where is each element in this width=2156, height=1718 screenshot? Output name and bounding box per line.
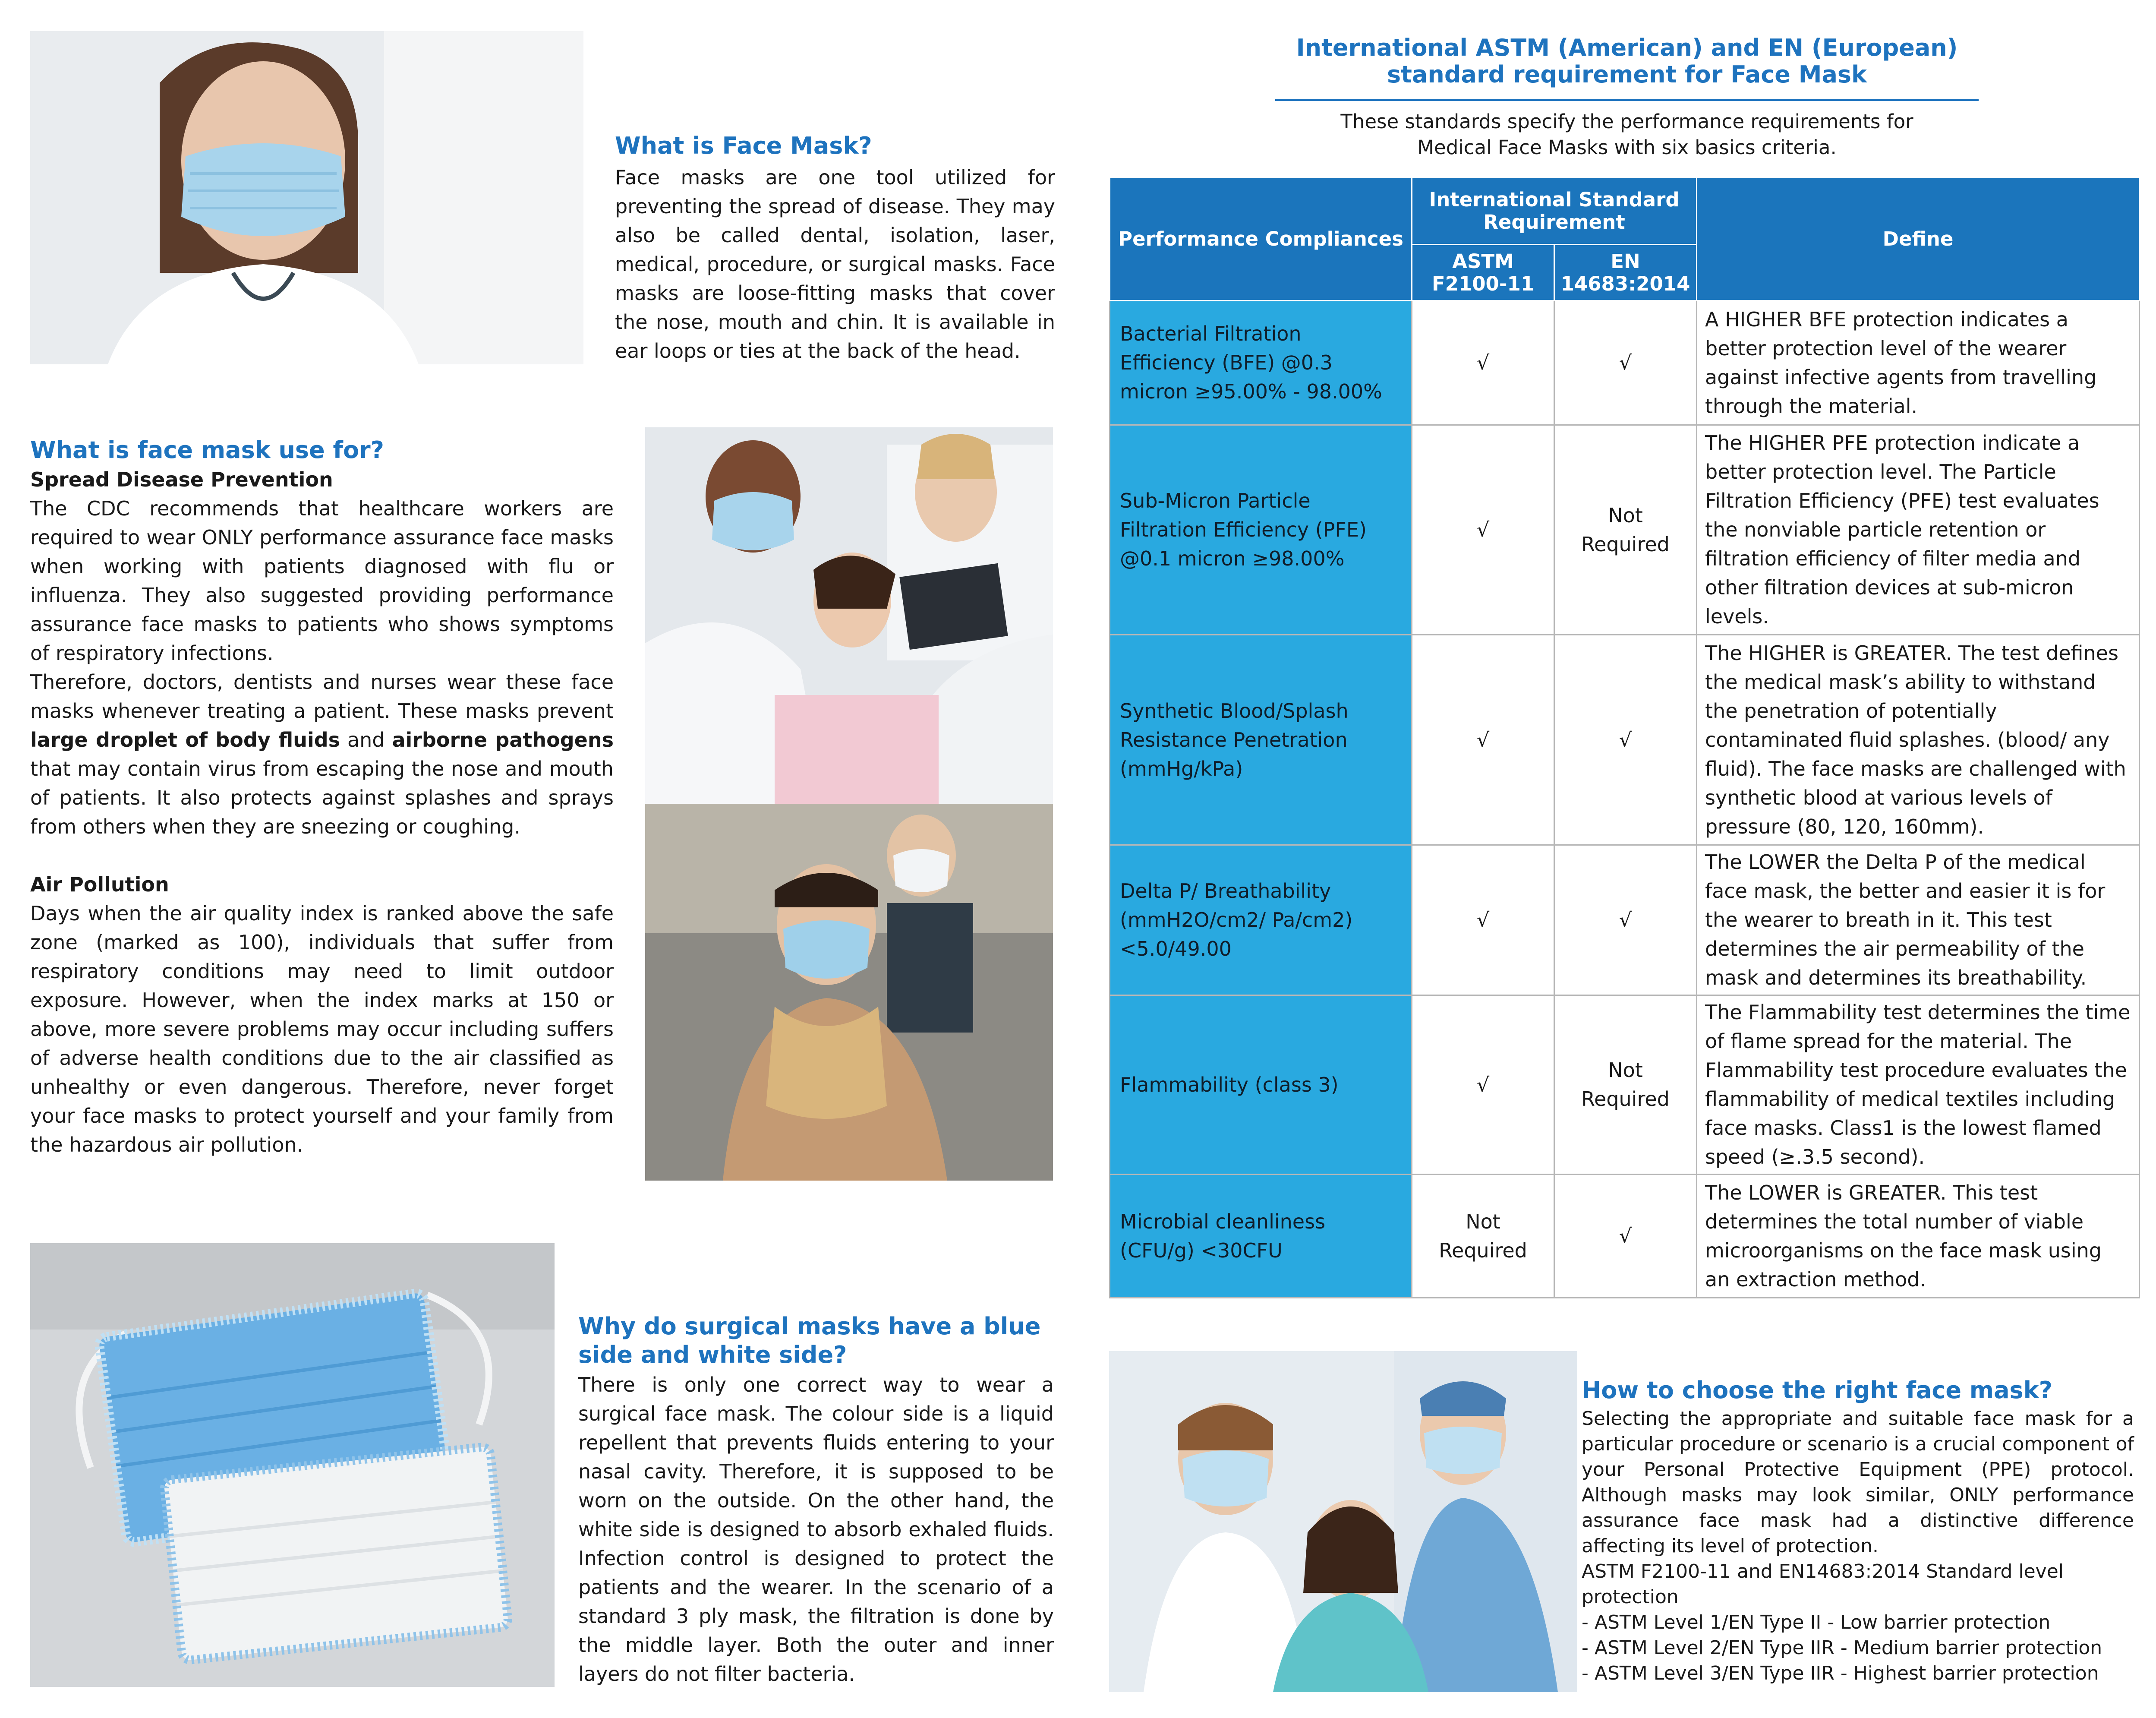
define-cell: The LOWER is GREATER. This test determines the total number of viable microorganisms on the face mask using an extraction method. bbox=[1697, 1175, 2140, 1298]
choose-body bbox=[1582, 1406, 2134, 1686]
choose-standard-line: ASTM F2100-11 and EN14683:2014 Standard level protection bbox=[1582, 1560, 2064, 1608]
air-paragraph: Days when the air quality index is ranked above the safe zone (marked as 100), individuals that suffer from respiratory conditions may need to limit outdoor exposure. However, when the index marks at 150 or above, more severe problems may occur including suffers of adverse health conditions due to the air classified as unhealthy or even dangerous. Therefore, never forget your face masks to protect yourself and your family from the hazardous air pollution. bbox=[30, 902, 614, 1156]
define-cell: A HIGHER BFE protection indicates a better protection level of the wearer against infective agents from travelling through the material. bbox=[1697, 301, 2140, 425]
en-cell: √ bbox=[1554, 301, 1697, 425]
choose-paragraph: Selecting the appropriate and suitable face mask for a particular procedure or scenario is a crucial component of your Personal Protective Equipment (PPE) protocol. Although masks may look similar, ONLY performance assurance face mask had a distinctive difference affecting its level of protection. bbox=[1582, 1408, 2134, 1557]
en-cell: Not Required bbox=[1554, 995, 1697, 1175]
table-row bbox=[1110, 425, 2140, 635]
en-cell: √ bbox=[1554, 845, 1697, 995]
air-subheading: Air Pollution bbox=[30, 873, 169, 896]
astm-cell: √ bbox=[1412, 845, 1554, 995]
criterion-cell: Delta P/ Breathability (mmH2O/cm2/ Pa/cm2) <5.0/49.00 bbox=[1110, 845, 1412, 995]
choose-heading: How to choose the right face mask? bbox=[1582, 1377, 2052, 1404]
standards-table bbox=[1109, 177, 2140, 1298]
use-for-body bbox=[30, 465, 614, 1159]
define-cell: The HIGHER is GREATER. The test defines the medical mask’s ability to withstand the penetration of potentially contaminated fluid splashes. (blood/ any fluid). The face masks are challenged with synthetic blood at various levels of pressure (80, 120, 160mm). bbox=[1697, 635, 2140, 845]
table-row bbox=[1110, 1175, 2140, 1298]
criterion-cell: Sub-Micron Particle Filtration Efficiency (PFE) @0.1 micron ≥98.00% bbox=[1110, 425, 1412, 635]
en-cell: Not Required bbox=[1554, 425, 1697, 635]
title-divider bbox=[1275, 99, 1979, 101]
what-is-body: Face masks are one tool utilized for preventing the spread of disease. They may also be called dental, isolation, laser, medical, procedure, or surgical masks. Face masks are loose-fitting masks that cover the nose, mouth and chin. It is available in ear loops or ties at the back of the head. bbox=[615, 166, 1055, 363]
choose-level-1: - ASTM Level 1/EN Type II - Low barrier protection bbox=[1582, 1611, 2051, 1633]
criterion-cell: Microbial cleanliness (CFU/g) <30CFU bbox=[1110, 1175, 1412, 1298]
define-cell: The Flammability test determines the time of flame spread for the material. The Flammability test procedure evaluates the flammability of medical textiles including face masks. Class1 is the lowest flamed speed (≥.3.5 second). bbox=[1697, 995, 2140, 1175]
header-astm: ASTM F2100-11 bbox=[1412, 245, 1554, 301]
dental-patient-photo bbox=[1109, 1351, 1577, 1692]
blue-side-body: There is only one correct way to wear a surgical face mask. The colour side is a liquid repellent that prevents fluids entering to your nasal cavity. Therefore, it is supposed to be worn on the outside. On the other hand, the white side is designed to absorb exhaled fluids. Infection control is designed to protect the patients and the wearer. In the scenario of a standard 3 ply mask, the filtration is done by the middle layer. Both the outer and inner layers do not filter bacteria. bbox=[578, 1373, 1054, 1686]
astm-cell: Not Required bbox=[1412, 1175, 1554, 1298]
astm-cell: √ bbox=[1412, 995, 1554, 1175]
define-cell: The LOWER the Delta P of the medical face mask, the better and easier it is for the wearer to breath in it. This test determines the air permeability of the mask and determines its breathability. bbox=[1697, 845, 2140, 995]
define-cell: The HIGHER PFE protection indicate a better protection level. The Particle Filtration Efficiency (PFE) test evaluates the nonviable particle retention or filtration efficiency of filter media and other filtration devices at sub-micron levels. bbox=[1697, 425, 2140, 635]
bold-phrase-pathogens: airborne pathogens bbox=[392, 728, 614, 752]
standards-intro: These standards specify the performance requirements for Medical Face Masks with six basics criteria. bbox=[1340, 110, 1913, 159]
surgical-masks-photo bbox=[30, 1243, 555, 1687]
choose-level-2: - ASTM Level 2/EN Type IIR - Medium barrier protection bbox=[1582, 1637, 2102, 1659]
standards-title: International ASTM (American) and EN (European) standard requirement for Face Mask bbox=[1296, 34, 1958, 88]
table-row bbox=[1110, 845, 2140, 995]
spread-paragraph-2: Therefore, doctors, dentists and nurses wear these face masks whenever treating a patient. These masks prevent large droplet of body fluids and airborne pathogens that may contain virus from escaping the nose and mouth of patients. It also protects against splashes and sprays from others when they are sneezing or coughing. bbox=[30, 670, 614, 838]
street-crowd-photo bbox=[645, 804, 1053, 1181]
en-cell: √ bbox=[1554, 1175, 1697, 1298]
use-for-heading: What is face mask use for? bbox=[30, 436, 384, 464]
spread-subheading: Spread Disease Prevention bbox=[30, 468, 333, 491]
en-cell: √ bbox=[1554, 635, 1697, 845]
table-row bbox=[1110, 995, 2140, 1175]
choose-level-3: - ASTM Level 3/EN Type IIR - Highest barrier protection bbox=[1582, 1662, 2099, 1684]
criterion-cell: Synthetic Blood/Splash Resistance Penetration (mmHg/kPa) bbox=[1110, 635, 1412, 845]
bold-phrase-droplets: large droplet of body fluids bbox=[30, 728, 340, 752]
blue-side-heading: Why do surgical masks have a blue side and white side? bbox=[578, 1313, 1041, 1368]
criterion-cell: Flammability (class 3) bbox=[1110, 995, 1412, 1175]
header-international: International Standard Requirement bbox=[1412, 178, 1697, 245]
table-row bbox=[1110, 301, 2140, 425]
astm-cell: √ bbox=[1412, 301, 1554, 425]
header-performance: Performance Compliances bbox=[1110, 178, 1412, 301]
astm-cell: √ bbox=[1412, 425, 1554, 635]
what-is-heading: What is Face Mask? bbox=[615, 132, 872, 159]
table-row bbox=[1110, 635, 2140, 845]
doctor-photo bbox=[30, 31, 583, 364]
spread-paragraph-1: The CDC recommends that healthcare workers are required to wear ONLY performance assurance face masks when working with patients diagnosed with flu or influenza. They also suggested providing performance assurance face masks to patients who shows symptoms of respiratory infections. bbox=[30, 497, 614, 665]
dental-team-photo bbox=[645, 427, 1053, 804]
astm-cell: √ bbox=[1412, 635, 1554, 845]
header-en: EN 14683:2014 bbox=[1554, 245, 1697, 301]
header-define: Define bbox=[1697, 178, 2140, 301]
criterion-cell: Bacterial Filtration Efficiency (BFE) @0.3 micron ≥95.00% - 98.00% bbox=[1110, 301, 1412, 425]
